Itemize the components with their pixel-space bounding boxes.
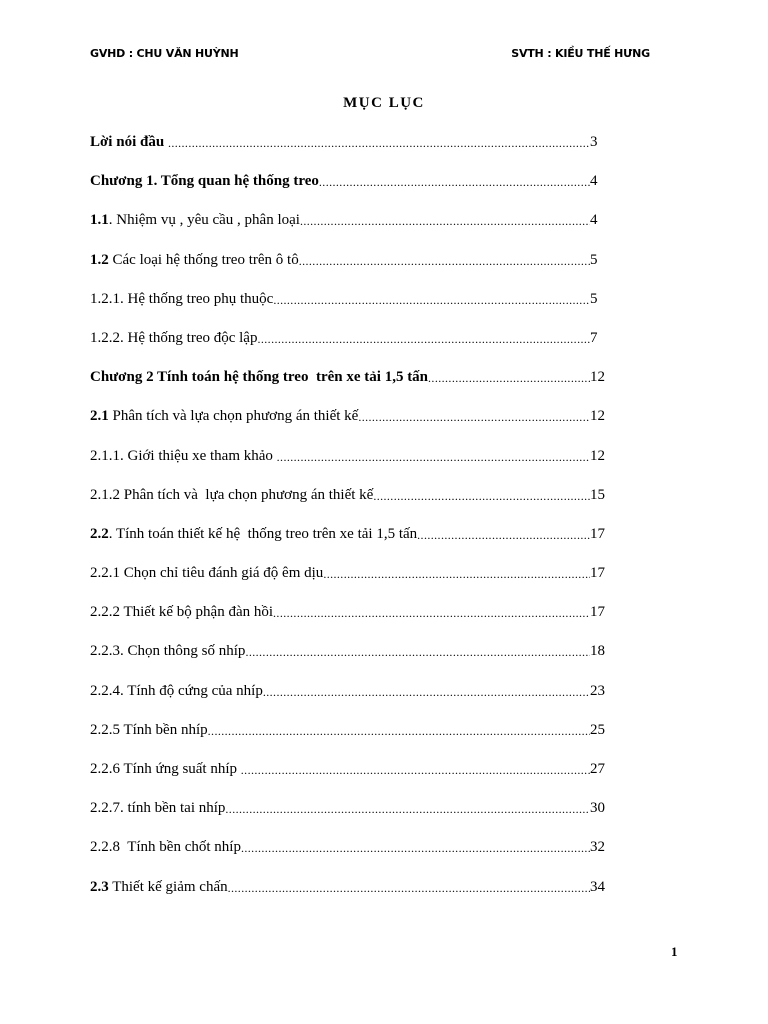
toc-entry-number: 2.3 [90, 878, 109, 895]
toc-entry [90, 249, 606, 288]
toc-entry-text: . Tính toán thiết kế hệ thống treo trên xe tải 1,5 tấn [108, 525, 418, 542]
toc-dot-leader [319, 170, 590, 194]
toc-page-number: 7 [590, 329, 598, 346]
toc-page-number: 4 [590, 212, 598, 229]
toc-dot-leader [277, 445, 590, 469]
toc-dot-leader [257, 327, 590, 351]
toc-entry-title [90, 758, 241, 780]
toc-page-number: 34 [590, 878, 605, 895]
toc-entry [90, 797, 606, 836]
toc-entry-title [90, 719, 208, 741]
toc-entry-title [90, 484, 373, 506]
toc-entry [90, 327, 606, 366]
toc-page-number: 4 [590, 173, 598, 190]
toc-entry-title [90, 876, 228, 898]
toc-entry-text: Phân tích và lựa chọn phương án thiết kế [108, 408, 359, 425]
toc-entry-text: 2.2.2 Thiết kế bộ phận đàn hồi [90, 604, 274, 621]
toc-entry [90, 876, 606, 915]
toc-entry-title [90, 797, 225, 819]
toc-page-number: 12 [590, 408, 605, 425]
toc-entry [90, 445, 606, 484]
toc-entry-title [90, 209, 300, 231]
toc-entry-title [90, 562, 323, 584]
toc-page-number: 27 [590, 761, 605, 777]
toc-dot-leader [428, 366, 590, 390]
toc-entry-text: 1.2.2. Hệ thống treo độc lập [90, 329, 258, 346]
toc-entry [90, 640, 606, 679]
toc-entry-number: 2.1 [90, 408, 109, 425]
page-header [90, 47, 650, 65]
toc-entry [90, 758, 606, 797]
toc-entry-text: Chương 1. Tổng quan hệ thống treo [90, 173, 319, 190]
toc-entry [90, 680, 606, 719]
toc-entry-title [90, 445, 277, 467]
toc-entry-text: Các loại hệ thống treo trên ô tô [108, 251, 299, 268]
toc-entry-text: 2.1.2 Phân tích và lựa chọn phương án thiết kế [90, 486, 374, 503]
toc-entry-title [90, 249, 299, 271]
toc-dot-leader [358, 405, 590, 429]
toc-entry [90, 523, 606, 562]
page-number: 1 [671, 944, 678, 959]
toc-entry-title [90, 327, 257, 349]
toc-page-number: 17 [590, 525, 605, 542]
toc-entry-title [90, 523, 417, 545]
toc-entry-number: 2.2 [90, 525, 109, 542]
toc-page-number: 25 [590, 721, 605, 738]
header-advisor: GVHD : CHU VĂN HUỲNH [90, 47, 239, 60]
toc-entry [90, 209, 606, 248]
toc-entry [90, 405, 606, 444]
toc-entry-text: . Nhiệm vụ , yêu cầu , phân loại [108, 212, 300, 229]
toc-dot-leader [417, 523, 590, 547]
toc-entry-title [90, 405, 358, 427]
toc-entry-text: 1.2.1. Hệ thống treo phụ thuộc [90, 290, 274, 307]
toc-dot-leader [323, 562, 590, 586]
toc-entry-title [90, 680, 263, 702]
toc-entry-title [90, 601, 273, 623]
toc-dot-leader [299, 249, 590, 273]
toc-dot-leader [273, 288, 590, 312]
page-title: MỤC LỤC [343, 95, 425, 111]
header-student: SVTH : KIỀU THẾ HƯNG [511, 47, 650, 60]
toc-page-number: 3 [590, 134, 598, 150]
toc-entry-text: 2.2.1 Chọn chỉ tiêu đánh giá độ êm dịu [90, 565, 324, 582]
toc-entry [90, 170, 606, 209]
toc-page-number: 23 [590, 682, 605, 699]
toc-page-number: 5 [590, 290, 598, 307]
toc-entry [90, 562, 606, 601]
toc-page-number: 5 [590, 251, 598, 268]
toc-page-number: 12 [590, 369, 605, 386]
toc-dot-leader [245, 640, 590, 664]
toc-entry-title [90, 131, 168, 153]
toc-entry [90, 288, 606, 327]
toc-dot-leader [168, 131, 590, 155]
toc-page-number: 18 [590, 643, 605, 660]
toc-entry [90, 366, 606, 405]
toc-page-number: 17 [590, 604, 605, 621]
toc-entry-text: 2.2.5 Tính bền nhíp [90, 721, 208, 738]
toc-entry-text: Thiết kế giảm chấn [108, 878, 228, 895]
toc-dot-leader [241, 758, 590, 782]
toc-entry-text: Lời nói đầu [90, 134, 168, 150]
toc-entry-text: 2.2.6 Tính ứng suất nhíp [90, 761, 241, 777]
toc-entry [90, 719, 606, 758]
toc-entry [90, 601, 606, 640]
toc-page-number: 32 [590, 839, 605, 856]
toc-entry-text: 2.2.4. Tính độ cứng của nhíp [90, 682, 263, 699]
toc-page-number: 12 [590, 447, 605, 464]
toc-entry-title [90, 366, 428, 388]
toc-entry [90, 131, 606, 170]
toc-page-number: 15 [590, 486, 605, 503]
toc-entry [90, 836, 606, 875]
toc-entry-title [90, 288, 273, 310]
toc-entry-text: 2.2.3. Chọn thông số nhíp [90, 643, 246, 660]
toc-dot-leader [225, 797, 590, 821]
toc-dot-leader [300, 209, 590, 233]
table-of-contents [90, 131, 606, 915]
toc-entry-text: 2.1.1. Giới thiệu xe tham khảo [90, 447, 277, 464]
toc-dot-leader [263, 680, 590, 704]
toc-entry-title [90, 640, 245, 662]
toc-entry-text: 2.2.8 Tính bền chốt nhíp [90, 839, 241, 856]
toc-entry-text: 2.2.7. tính bền tai nhíp [90, 800, 226, 817]
toc-entry-text: Chương 2 Tính toán hệ thống treo trên xe tải 1,5 tấn [90, 369, 429, 386]
toc-dot-leader [208, 719, 590, 743]
toc-entry [90, 484, 606, 523]
toc-page-number: 17 [590, 565, 605, 582]
toc-dot-leader [241, 836, 590, 860]
toc-dot-leader [273, 601, 590, 625]
toc-entry-title [90, 170, 319, 192]
toc-entry-title [90, 836, 241, 858]
toc-entry-number: 1.1 [90, 212, 109, 229]
toc-entry-number: 1.2 [90, 251, 109, 268]
toc-dot-leader [373, 484, 590, 508]
toc-dot-leader [228, 876, 590, 900]
toc-page-number: 30 [590, 800, 605, 817]
